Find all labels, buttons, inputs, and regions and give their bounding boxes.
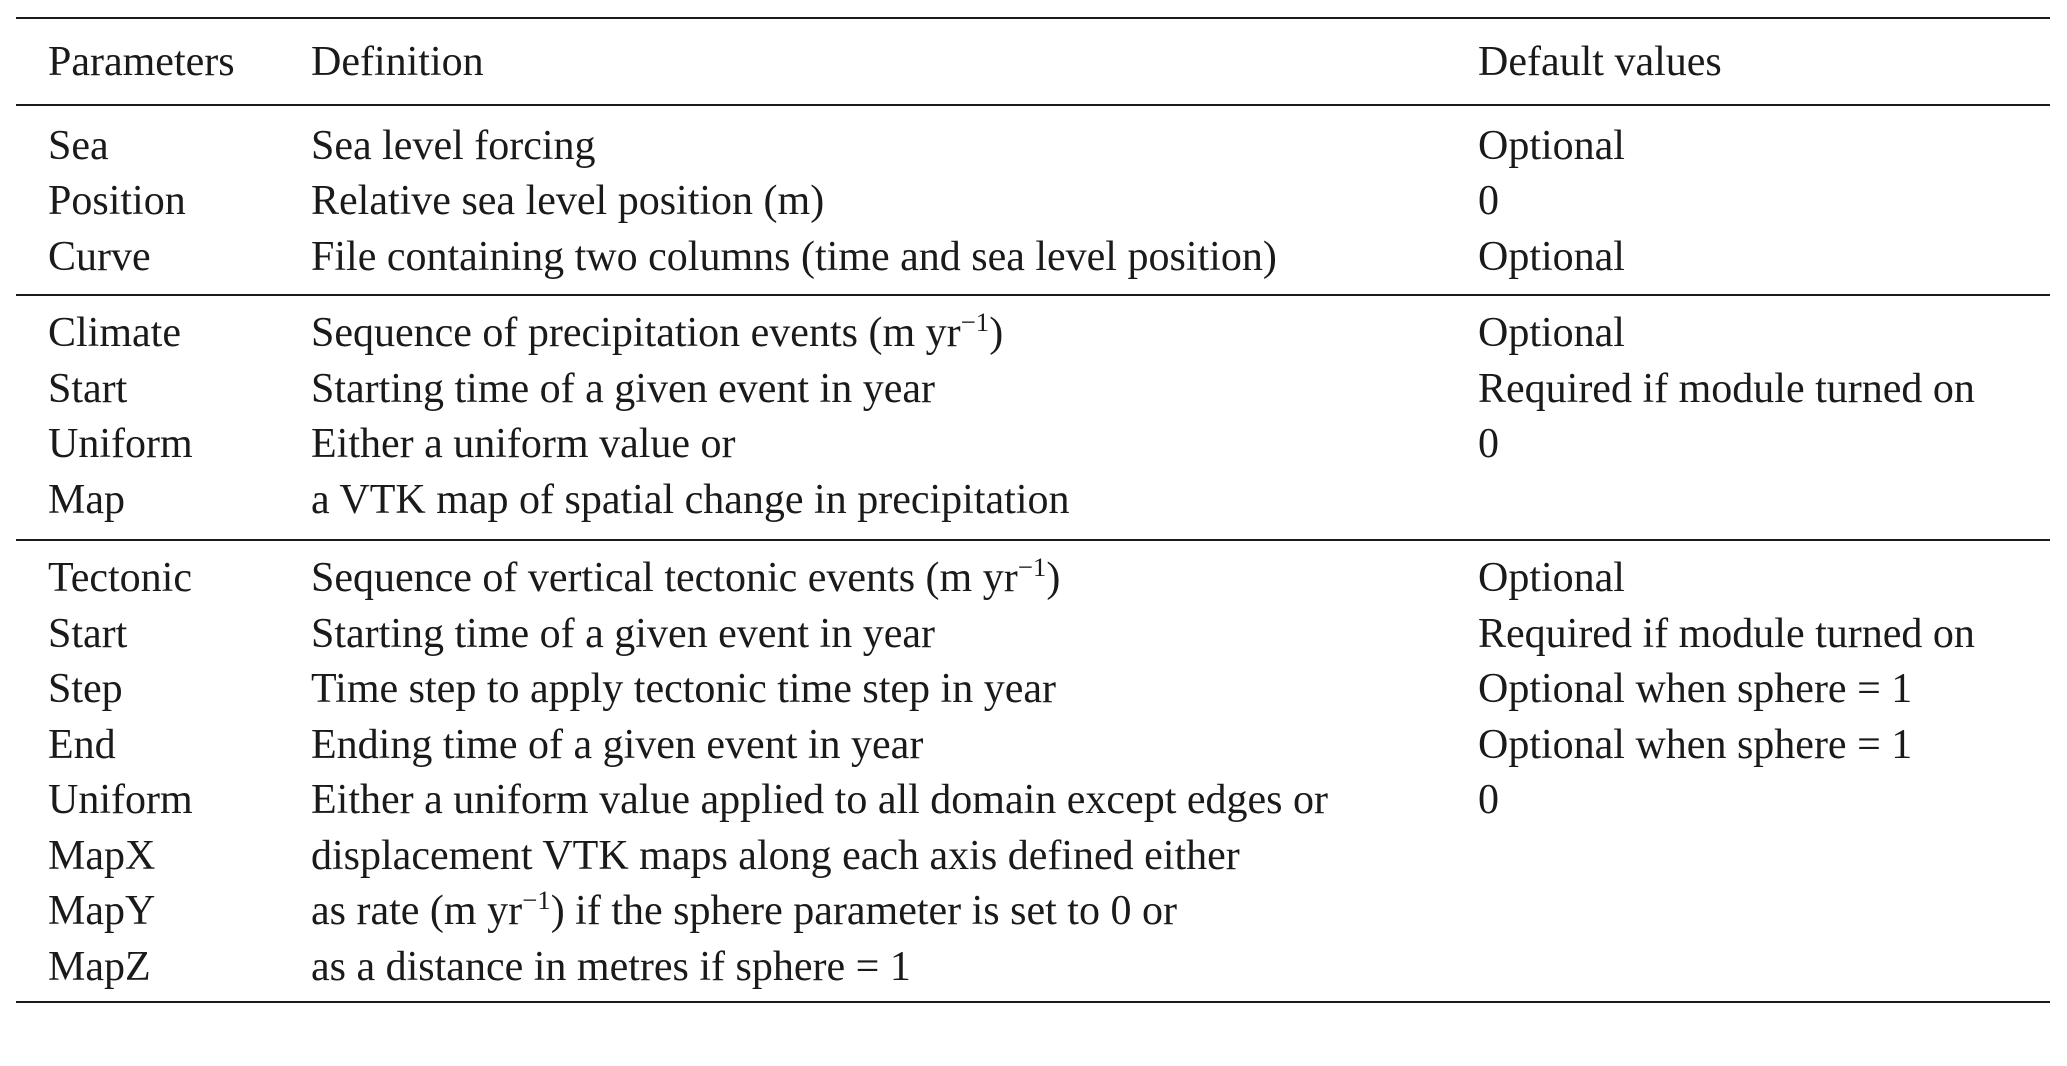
definition-cell (311, 476, 1070, 523)
definition-text: Relative sea level position (m) (311, 178, 825, 225)
default-value-cell: 0 (1478, 777, 1499, 824)
table-row (16, 174, 2050, 230)
table-row (16, 361, 2050, 417)
definition-cell (311, 777, 1328, 824)
parameters-table (16, 17, 2050, 1003)
table-row (16, 606, 2050, 662)
definition-text: Starting time of a given event in year (311, 610, 935, 657)
parameter-cell: Position (48, 178, 186, 225)
header-definition: Definition (311, 38, 484, 85)
unit-exponent: −1 (1017, 552, 1047, 583)
parameter-cell: Tectonic (48, 555, 192, 602)
table-row (16, 229, 2050, 285)
definition-cell (311, 178, 825, 225)
header-row (16, 19, 2050, 104)
bottom-rule (16, 1001, 2050, 1003)
definition-cell (311, 233, 1277, 280)
definition-text-continued: ) if the sphere parameter is set to 0 or (550, 888, 1177, 935)
table-body (16, 106, 2050, 1003)
row-group (16, 106, 2050, 294)
definition-text: as a distance in metres if sphere = 1 (311, 943, 911, 990)
definition-cell (311, 943, 911, 990)
default-value-cell: Optional when sphere = 1 (1478, 666, 1913, 713)
definition-cell (311, 721, 924, 768)
parameter-cell: Uniform (48, 777, 193, 824)
definition-text: Sea level forcing (311, 122, 596, 169)
definition-text-continued: ) (1046, 555, 1061, 602)
parameter-cell: Step (48, 666, 123, 713)
parameter-cell: MapY (48, 888, 156, 935)
definition-cell (311, 122, 596, 169)
row-group (16, 541, 2050, 1001)
definition-cell (311, 552, 1061, 602)
definition-text: Time step to apply tectonic time step in year (311, 666, 1056, 713)
definition-text: displacement VTK maps along each axis defined either (311, 832, 1240, 879)
row-group (16, 296, 2050, 539)
table-row (16, 939, 2050, 995)
default-value-cell: 0 (1478, 178, 1499, 225)
default-value-cell: Optional (1478, 310, 1625, 357)
definition-cell (311, 365, 935, 412)
table-row (16, 884, 2050, 940)
parameter-cell: Start (48, 365, 128, 412)
definition-text: as rate (m yr (311, 888, 523, 935)
default-value-cell: Optional (1478, 233, 1625, 280)
definition-text: Either a uniform value applied to all domain except edges or (311, 777, 1328, 824)
definition-text: Sequence of vertical tectonic events (m yr (311, 555, 1018, 602)
unit-exponent: −1 (522, 885, 551, 916)
parameter-cell: Uniform (48, 421, 193, 468)
table-row (16, 717, 2050, 773)
definition-text: File containing two columns (time and sea level position) (311, 233, 1277, 280)
parameter-cell: Map (48, 476, 125, 523)
default-value-cell: Optional when sphere = 1 (1478, 721, 1913, 768)
definition-text: Ending time of a given event in year (311, 721, 924, 768)
table-row (16, 551, 2050, 607)
parameter-cell: Sea (48, 122, 109, 169)
parameter-cell: End (48, 721, 116, 768)
default-value-cell: Optional (1478, 122, 1625, 169)
definition-text: Starting time of a given event in year (311, 365, 935, 412)
parameter-cell: Curve (48, 233, 151, 280)
header-parameters: Parameters (48, 38, 235, 85)
default-value-cell: Required if module turned on (1478, 365, 1975, 412)
definition-text-continued: ) (989, 310, 1004, 357)
definition-text: a VTK map of spatial change in precipitation (311, 476, 1070, 523)
parameter-cell: MapX (48, 832, 156, 879)
unit-exponent: −1 (960, 307, 990, 338)
table-row (16, 662, 2050, 718)
default-value-cell: Required if module turned on (1478, 610, 1975, 657)
table-row (16, 118, 2050, 174)
table-row (16, 773, 2050, 829)
definition-cell (311, 666, 1056, 713)
parameter-cell: Climate (48, 310, 181, 357)
header-default-values: Default values (1478, 38, 1722, 85)
definition-cell (311, 307, 1004, 357)
definition-cell (311, 832, 1240, 879)
parameter-cell: MapZ (48, 943, 151, 990)
default-value-cell: 0 (1478, 421, 1499, 468)
definition-cell (311, 421, 736, 468)
definition-cell (311, 885, 1177, 935)
definition-cell (311, 610, 935, 657)
table-row (16, 417, 2050, 473)
table-row (16, 828, 2050, 884)
table-row (16, 306, 2050, 362)
definition-text: Sequence of precipitation events (m yr (311, 310, 961, 357)
default-value-cell: Optional (1478, 555, 1625, 602)
definition-text: Either a uniform value or (311, 421, 736, 468)
parameter-cell: Start (48, 610, 128, 657)
table-row (16, 472, 2050, 528)
